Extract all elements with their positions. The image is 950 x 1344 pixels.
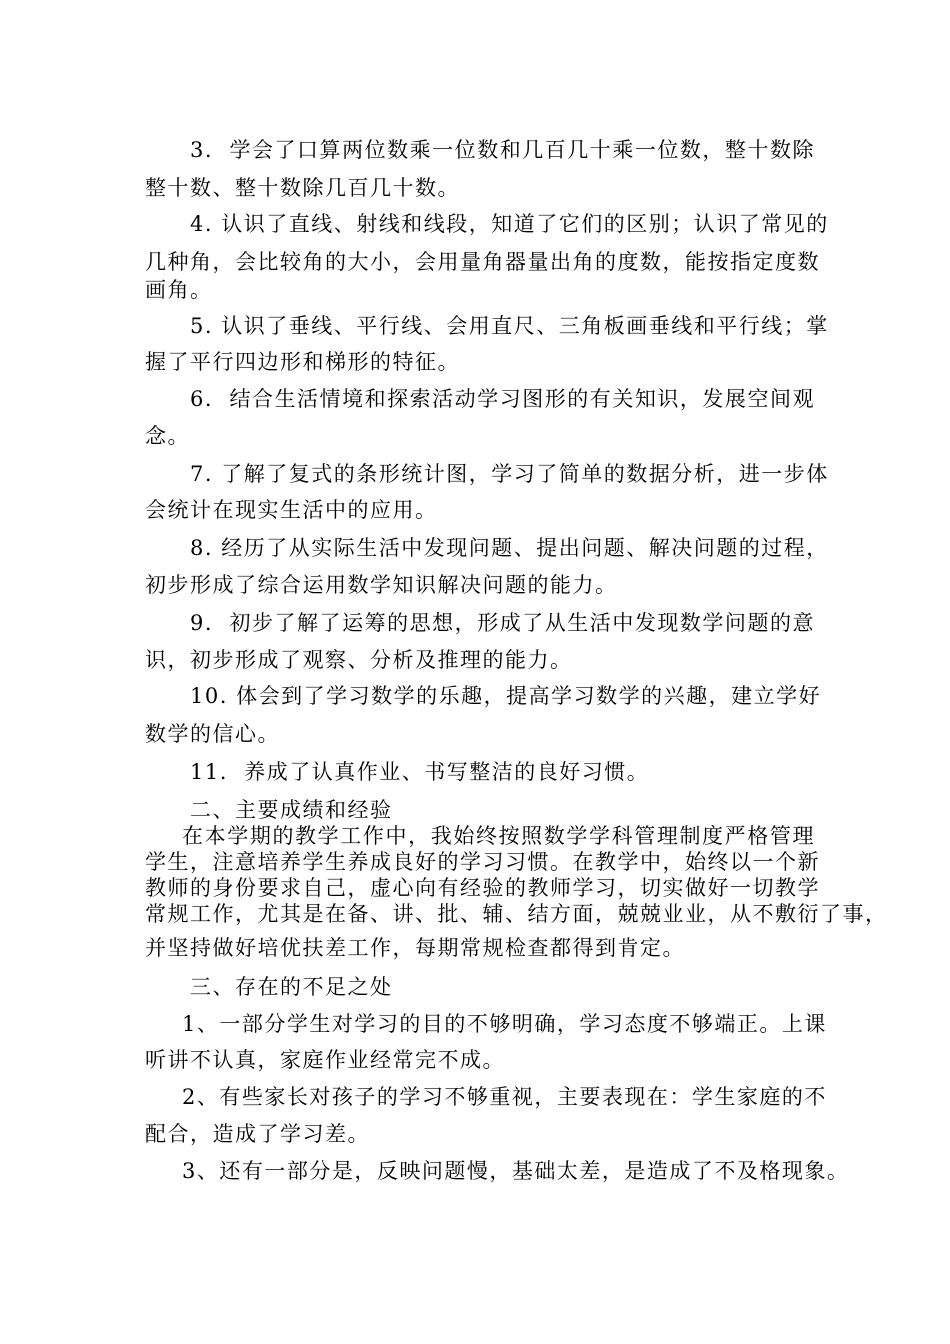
item-3-number: 3.: [190, 138, 214, 162]
section-3-point-3-line-1: 3、还有一部分是，反映问题慢，基础太差，是造成了不及格现象。: [182, 1159, 850, 1183]
item-3-line-1: [190, 136, 815, 164]
section-3-point-2-line-2: 配合，造成了学习差。: [145, 1122, 370, 1146]
item-4-line-3: 画角。: [145, 278, 213, 302]
item-8-line-2: 初步形成了综合运用数学知识解决问题的能力。: [145, 573, 618, 597]
item-7-number: 7.: [190, 462, 214, 486]
item-8-line-1: [190, 534, 829, 562]
section-2-line-1: 在本学期的教学工作中，我始终按照数学学科管理制度严格管理: [182, 824, 815, 848]
item-7-text: 了解了复式的条形统计图，学习了简单的数据分析，进一步体: [221, 462, 829, 486]
item-6-line-1: [190, 385, 815, 413]
section-3-point-1-line-2: 听讲不认真，家庭作业经常完不成。: [145, 1048, 505, 1072]
section-3-point-1-line-1: 1、一部分学生对学习的目的不够明确，学习态度不够端正。上课: [182, 1012, 827, 1036]
item-10-line-1: [190, 682, 822, 710]
item-4-line-2: 几种角，会比较角的大小，会用量角器量出角的度数，能按指定度数: [145, 250, 820, 274]
item-6-text: 结合生活情境和探索活动学习图形的有关知识，发展空间观: [229, 387, 816, 411]
item-4-number: 4.: [190, 212, 214, 236]
section-2-line-5: 并坚持做好培优扶差工作，每期常规检查都得到肯定。: [145, 936, 685, 960]
item-3-text: 学会了口算两位数乘一位数和几百几十乘一位数，整十数除: [229, 138, 816, 162]
item-7-line-2: 会统计在现实生活中的应用。: [145, 498, 438, 522]
item-5-number: 5.: [190, 314, 214, 338]
section-2-line-4: 常规工作，尤其是在备、讲、批、辅、结方面，兢兢业业，从不敷衍了事，: [145, 902, 888, 926]
item-11-line-1: [190, 758, 815, 786]
section-2-heading: 二、主要成绩和经验: [190, 798, 393, 822]
item-10-number: 10.: [190, 684, 228, 708]
item-7-line-1: [190, 460, 829, 488]
section-2-line-2: 学生，注意培养学生养成良好的学习习惯。在教学中，始终以一个新: [145, 850, 820, 874]
section-3-point-2-line-1: 2、有些家长对孩子的学习不够重视，主要表现在：学生家庭的不: [182, 1085, 827, 1109]
item-4-text: 认识了直线、射线和线段，知道了它们的区别；认识了常见的: [221, 212, 829, 236]
item-6-line-2: 念。: [145, 424, 190, 448]
item-9-line-1: [190, 609, 815, 637]
item-8-number: 8.: [190, 536, 214, 560]
item-8-text: 经历了从实际生活中发现问题、提出问题、解决问题的过程，: [221, 536, 829, 560]
item-5-line-2: 握了平行四边形和梯形的特征。: [145, 350, 460, 374]
item-11-number: 11.: [190, 760, 228, 784]
item-5-line-1: [190, 312, 829, 340]
item-4-line-1: [190, 210, 829, 238]
item-3-line-2: 整十数、整十数除几百几十数。: [145, 176, 460, 200]
item-9-text: 初步了解了运筹的思想，形成了从生活中发现数学问题的意: [229, 611, 816, 635]
item-10-line-2: 数学的信心。: [145, 722, 280, 746]
section-2-line-3: 教师的身份要求自己，虚心向有经验的教师学习，切实做好一切教学: [145, 876, 820, 900]
item-9-line-2: 识，初步形成了观察、分析及推理的能力。: [145, 648, 573, 672]
section-3-heading: 三、存在的不足之处: [190, 975, 393, 999]
item-11-text: 养成了认真作业、书写整洁的良好习惯。: [244, 760, 650, 784]
item-6-number: 6.: [190, 387, 214, 411]
item-5-text: 认识了垂线、平行线、会用直尺、三角板画垂线和平行线；掌: [221, 314, 829, 338]
item-10-text: 体会到了学习数学的乐趣，提高学习数学的兴趣，建立学好: [236, 684, 822, 708]
item-9-number: 9.: [190, 611, 214, 635]
